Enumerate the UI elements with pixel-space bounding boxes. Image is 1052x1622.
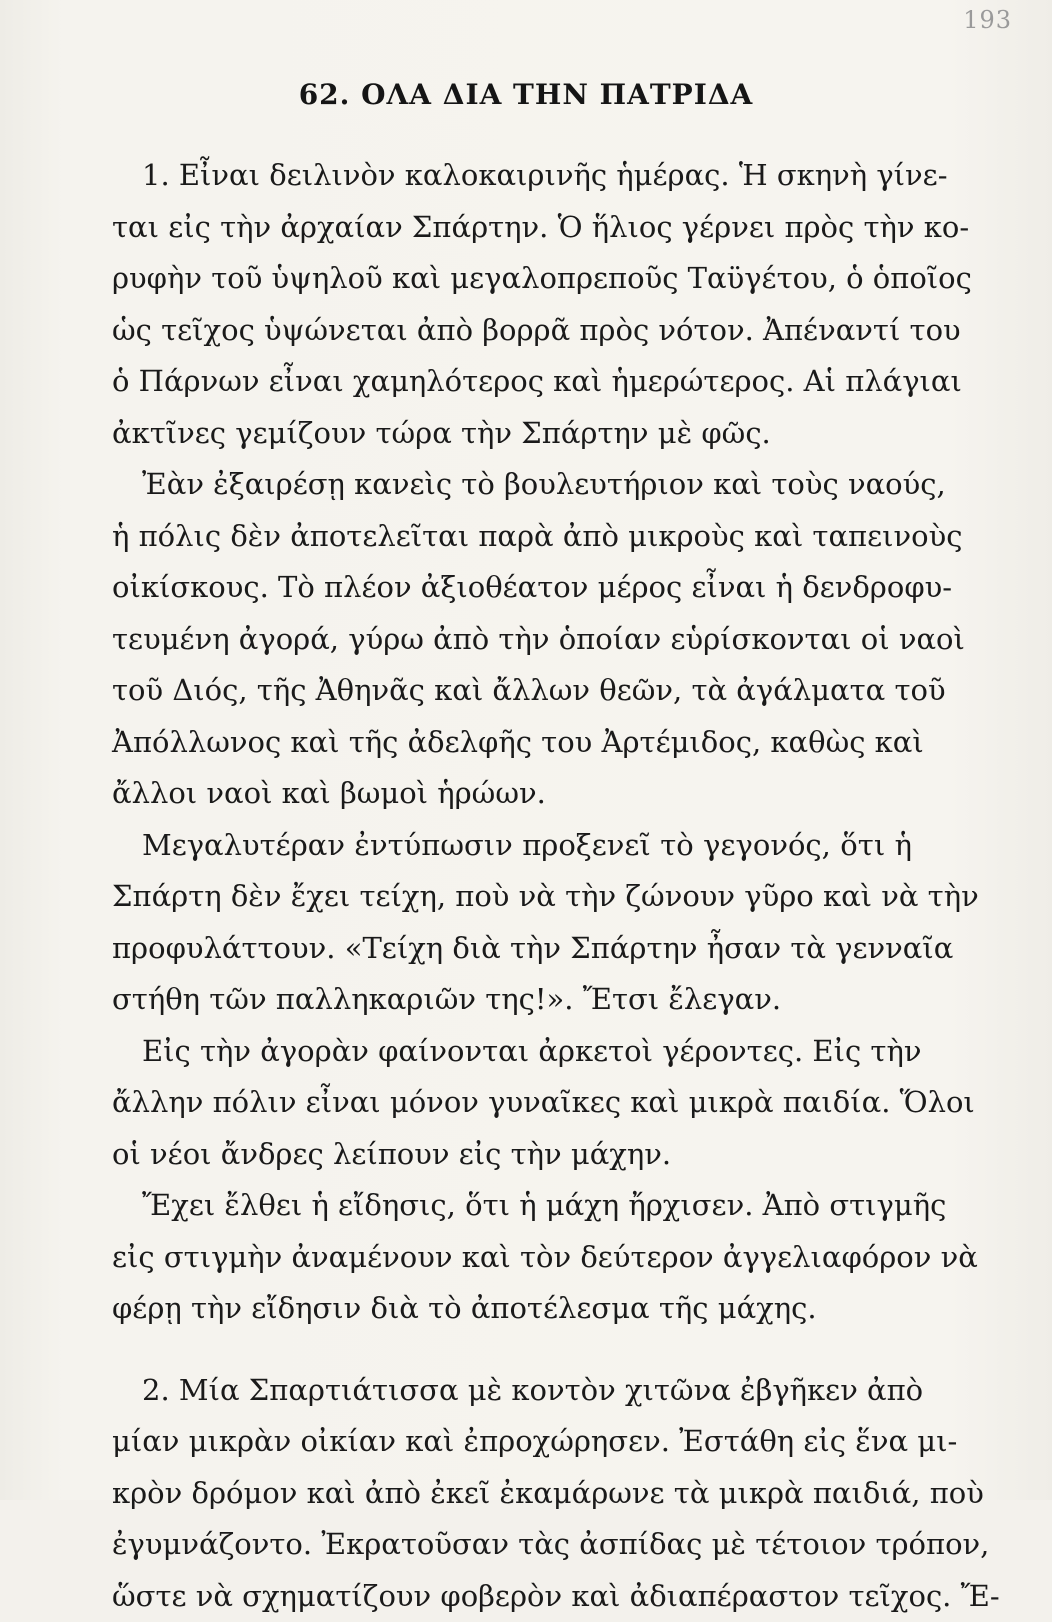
text-line: ἄλλην πόλιν εἶναι μόνον γυναῖκες καὶ μικρὰ παιδία. Ὅλοι: [112, 1077, 912, 1129]
text-line: μίαν μικρὰν οἰκίαν καὶ ἐπροχώρησεν. Ἐστάθη εἰς ἕνα μι-: [112, 1416, 912, 1468]
text-line: ὡς τεῖχος ὑψώνεται ἀπὸ βορρᾶ πρὸς νότον. Ἀπέναντί του: [112, 305, 912, 357]
text-line: ἐγυμνάζοντο. Ἐκρατοῦσαν τὰς ἀσπίδας μὲ τέτοιον τρόπον,: [112, 1519, 912, 1571]
chapter-title: 62. ΟΛΑ ΔΙΑ ΤΗΝ ΠΑΤΡΙΔΑ: [0, 78, 1052, 111]
text-line: τευμένη ἀγορά, γύρω ἀπὸ τὴν ὁποίαν εὑρίσκονται οἱ ναοὶ: [112, 614, 912, 666]
text-line: Εἰς τὴν ἀγορὰν φαίνονται ἀρκετοὶ γέροντες. Εἰς τὴν: [112, 1026, 912, 1078]
text-line: εἰς στιγμὴν ἀναμένουν καὶ τὸν δεύτερον ἀγγελιαφόρον νὰ: [112, 1232, 912, 1284]
paragraph-gap: [112, 1335, 912, 1365]
text-line: 2. Μία Σπαρτιάτισσα μὲ κοντὸν χιτῶνα ἐβγῆκεν ἀπὸ: [112, 1365, 912, 1417]
text-line: οἰκίσκους. Τὸ πλέον ἀξιοθέατον μέρος εἶναι ἡ δενδροφυ-: [112, 562, 912, 614]
text-line: στήθη τῶν παλληκαριῶν της!». Ἔτσι ἔλεγαν.: [112, 974, 912, 1026]
text-line: Σπάρτη δὲν ἔχει τείχη, ποὺ νὰ τὴν ζώνουν γῦρο καὶ νὰ τὴν: [112, 871, 912, 923]
text-line: φέρῃ τὴν εἴδησιν διὰ τὸ ἀποτέλεσμα τῆς μάχης.: [112, 1283, 912, 1335]
text-line: Ἀπόλλωνος καὶ τῆς ἀδελφῆς του Ἀρτέμιδος, καθὼς καὶ: [112, 717, 912, 769]
text-line: ἡ πόλις δὲν ἀποτελεῖται παρὰ ἀπὸ μικροὺς καὶ ταπεινοὺς: [112, 511, 912, 563]
text-line: Μεγαλυτέραν ἐντύπωσιν προξενεῖ τὸ γεγονός, ὅτι ἡ: [112, 820, 912, 872]
text-line: Ἐὰν ἐξαιρέσῃ κανεὶς τὸ βουλευτήριον καὶ τοὺς ναούς,: [112, 459, 912, 511]
text-line: ὥστε νὰ σχηματίζουν φοβερὸν καὶ ἀδιαπέραστον τεῖχος. Ἔ-: [112, 1571, 912, 1622]
text-line: προφυλάττουν. «Τείχη διὰ τὴν Σπάρτην ἦσαν τὰ γενναῖα: [112, 923, 912, 975]
body-text: [112, 150, 912, 1622]
text-line: τοῦ Διός, τῆς Ἀθηνᾶς καὶ ἄλλων θεῶν, τὰ ἀγάλματα τοῦ: [112, 665, 912, 717]
text-line: 1. Εἶναι δειλινὸν καλοκαιρινῆς ἡμέρας. Ἡ σκηνὴ γίνε-: [112, 150, 912, 202]
text-line: κρὸν δρόμον καὶ ἀπὸ ἐκεῖ ἐκαμάρωνε τὰ μικρὰ παιδιά, ποὺ: [112, 1468, 912, 1520]
text-line: ἄλλοι ναοὶ καὶ βωμοὶ ἡρώων.: [112, 768, 912, 820]
text-line: ρυφὴν τοῦ ὑψηλοῦ καὶ μεγαλοπρεποῦς Ταϋγέτου, ὁ ὁποῖος: [112, 253, 912, 305]
text-line: Ἔχει ἔλθει ἡ εἴδησις, ὅτι ἡ μάχη ἤρχισεν. Ἀπὸ στιγμῆς: [112, 1180, 912, 1232]
text-line: ὁ Πάρνων εἶναι χαμηλότερος καὶ ἡμερώτερος. Αἱ πλάγιαι: [112, 356, 912, 408]
page-number: 193: [963, 6, 1012, 34]
text-line: ται εἰς τὴν ἀρχαίαν Σπάρτην. Ὁ ἥλιος γέρνει πρὸς τὴν κο-: [112, 202, 912, 254]
text-line: οἱ νέοι ἄνδρες λείπουν εἰς τὴν μάχην.: [112, 1129, 912, 1181]
text-line: ἀκτῖνες γεμίζουν τώρα τὴν Σπάρτην μὲ φῶς.: [112, 408, 912, 460]
